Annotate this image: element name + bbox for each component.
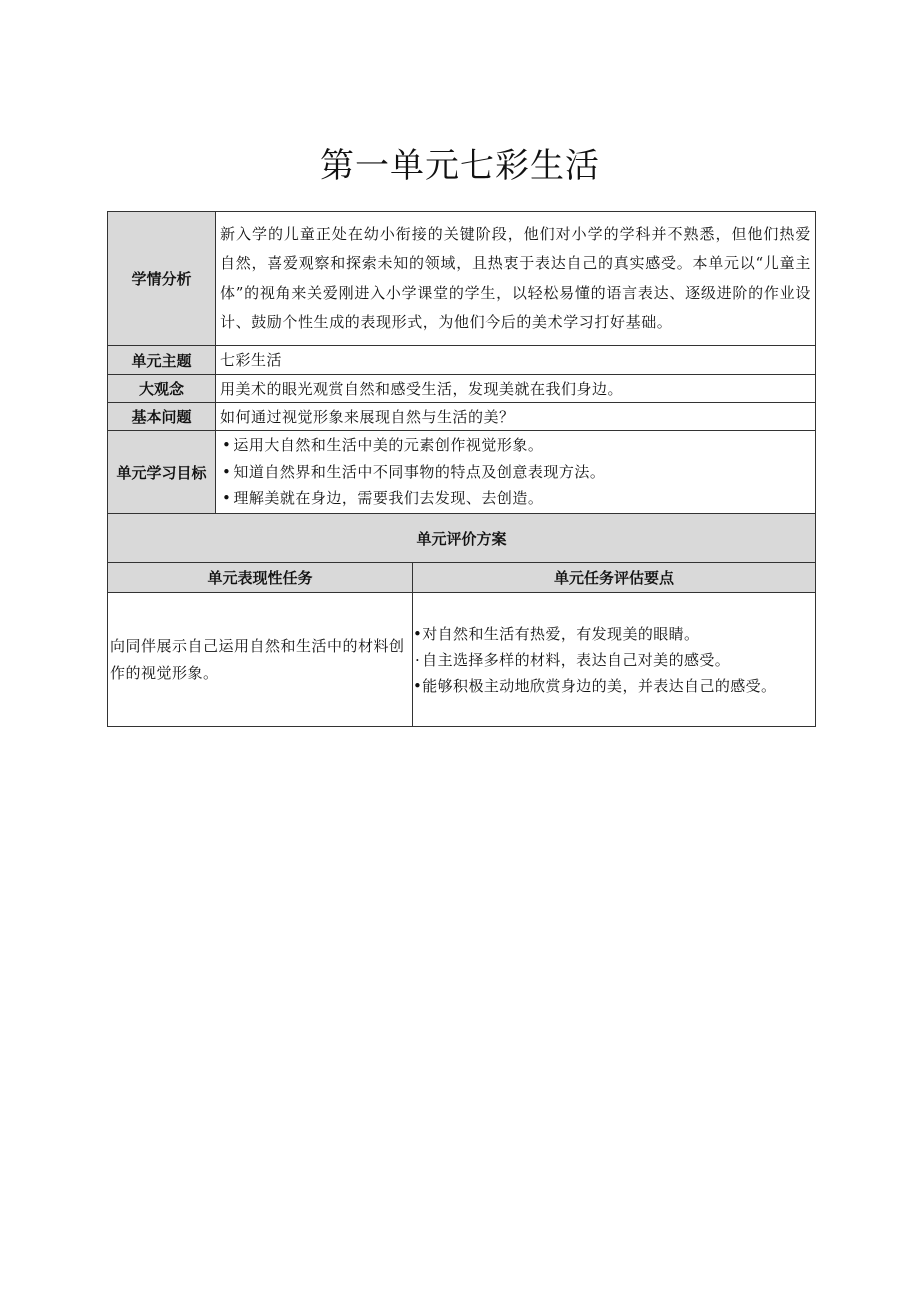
label-basic-question: 基本问题	[108, 403, 216, 431]
performance-task-text: 向同伴展示自己运用自然和生活中的材料创作的视觉形象。	[108, 593, 413, 727]
row-evaluation-columns	[108, 563, 816, 593]
goal-text: 理解美就在身边，需要我们去发现、去创造。	[233, 489, 544, 508]
point-text: 对自然和生活有热爱，有发现美的眼睛。	[422, 624, 700, 643]
label-unit-theme: 单元主题	[108, 346, 216, 375]
point-item	[413, 647, 815, 673]
label-learning-goals: 单元学习目标	[108, 431, 216, 514]
point-item	[413, 673, 815, 699]
goal-item	[220, 459, 811, 486]
row-evaluation-content	[108, 593, 816, 727]
unit-theme-text: 七彩生活	[216, 346, 816, 375]
bullet-icon: •	[222, 489, 232, 508]
point-text: 能够积极主动地欣赏身边的美，并表达自己的感受。	[422, 676, 777, 695]
basic-question-text: 如何通过视觉形象来展现自然与生活的美？	[216, 403, 816, 431]
unit-plan-table	[107, 211, 816, 727]
col-header-points: 单元任务评估要点	[413, 563, 816, 593]
row-student-analysis	[108, 212, 816, 346]
label-big-concept: 大观念	[108, 375, 216, 403]
evaluation-points-list	[413, 593, 816, 727]
point-text: 自主选择多样的材料，表达自己对美的感受。	[422, 650, 731, 669]
goal-text: 运用大自然和生活中美的元素创作视觉形象。	[233, 436, 544, 455]
goal-text: 知道自然界和生活中不同事物的特点及创意表现方法。	[233, 462, 606, 481]
label-student-analysis: 学情分析	[108, 212, 216, 346]
col-header-task: 单元表现性任务	[108, 563, 413, 593]
big-concept-text: 用美术的眼光观赏自然和感受生活，发现美就在我们身边。	[216, 375, 816, 403]
row-evaluation-header	[108, 514, 816, 563]
goal-item	[220, 485, 811, 512]
bullet-icon: •	[413, 676, 423, 695]
evaluation-header: 单元评价方案	[108, 514, 816, 563]
goal-item	[220, 432, 811, 459]
bullet-icon: •	[413, 624, 423, 643]
bullet-icon: •	[222, 462, 232, 481]
row-learning-goals	[108, 431, 816, 514]
page-title: 第一单元七彩生活	[320, 146, 600, 186]
row-basic-question	[108, 403, 816, 431]
row-unit-theme	[108, 346, 816, 375]
row-big-concept	[108, 375, 816, 403]
point-item	[413, 621, 815, 647]
learning-goals-list	[216, 431, 816, 514]
bullet-icon: ·	[415, 650, 421, 669]
bullet-icon: •	[222, 436, 232, 455]
student-analysis-text: 新入学的儿童正处在幼小衔接的关键阶段，他们对小学的学科并不熟悉，但他们热爱自然，喜爱观察和探索未知的领域，且热衷于表达自己的真实感受。本单元以“儿童主体”的视角来关爱刚进入小学课堂的学生，以轻松易懂的语言表达、逐级进阶的作业设计、鼓励个性生成的表现形式，为他们今后的美术学习打好基础。	[216, 212, 816, 346]
